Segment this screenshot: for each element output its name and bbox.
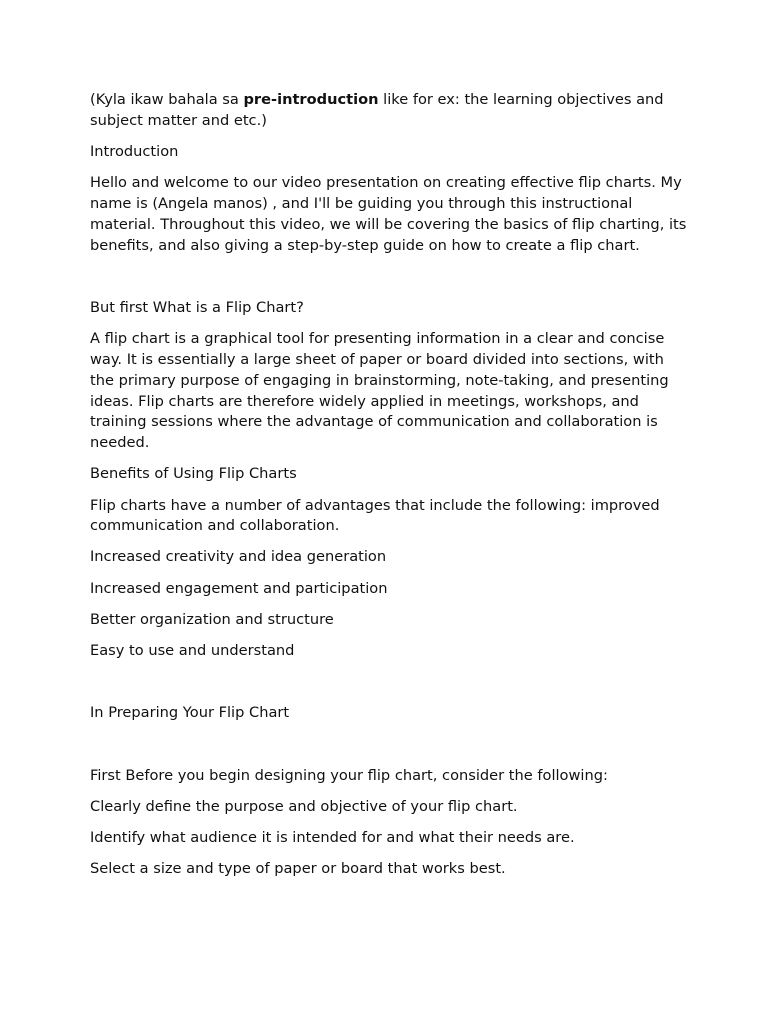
preparing-step: Identify what audience it is intended for and what their needs are. <box>90 829 575 847</box>
preparing-step: Clearly define the purpose and objective of your flip chart. <box>90 798 518 816</box>
benefit-item: Increased creativity and idea generation <box>90 548 387 566</box>
intro-note-before: (Kyla ikaw bahala sa <box>90 91 244 108</box>
benefit-item: Easy to use and understand <box>90 642 295 660</box>
benefit-item: Increased engagement and participation <box>90 579 388 597</box>
intro-note <box>90 90 690 132</box>
preparing-intro: First Before you begin designing your flip chart, consider the following: <box>90 766 608 784</box>
benefit-item: Better organization and structure <box>90 610 334 628</box>
document-page <box>90 90 690 880</box>
preparing-heading: In Preparing Your Flip Chart <box>90 704 290 722</box>
what-body: A flip chart is a graphical tool for presenting information in a clear and concise way. It is essentially a large sheet of paper or board divided into sections, with the primary purpose of engaging in brainstorming, note-taking, and presenting ideas. Flip charts are therefore widely applied in meetings, workshops, and training sessions where the advantage of communication and collaboration is needed. <box>90 330 669 452</box>
preparing-step: Select a size and type of paper or board that works best. <box>90 860 506 878</box>
benefits-heading: Benefits of Using Flip Charts <box>90 465 297 483</box>
what-heading: But first What is a Flip Chart? <box>90 298 304 316</box>
intro-note-bold: pre-introduction <box>243 91 379 108</box>
intro-note-after: like for ex: the learning objectives and subject matter and etc.) <box>90 91 664 129</box>
introduction-heading: Introduction <box>90 142 179 160</box>
benefits-intro: Flip charts have a number of advantages that include the following: improved communication and collaboration. <box>90 496 660 535</box>
introduction-body: Hello and welcome to our video presentation on creating effective flip charts. My name is (Angela manos) , and I'll be guiding you through this instructional material. Throughout this video, we will be covering the basics of flip charting, its benefits, and also giving a step-by-step guide on how to create a flip chart. <box>90 174 687 254</box>
